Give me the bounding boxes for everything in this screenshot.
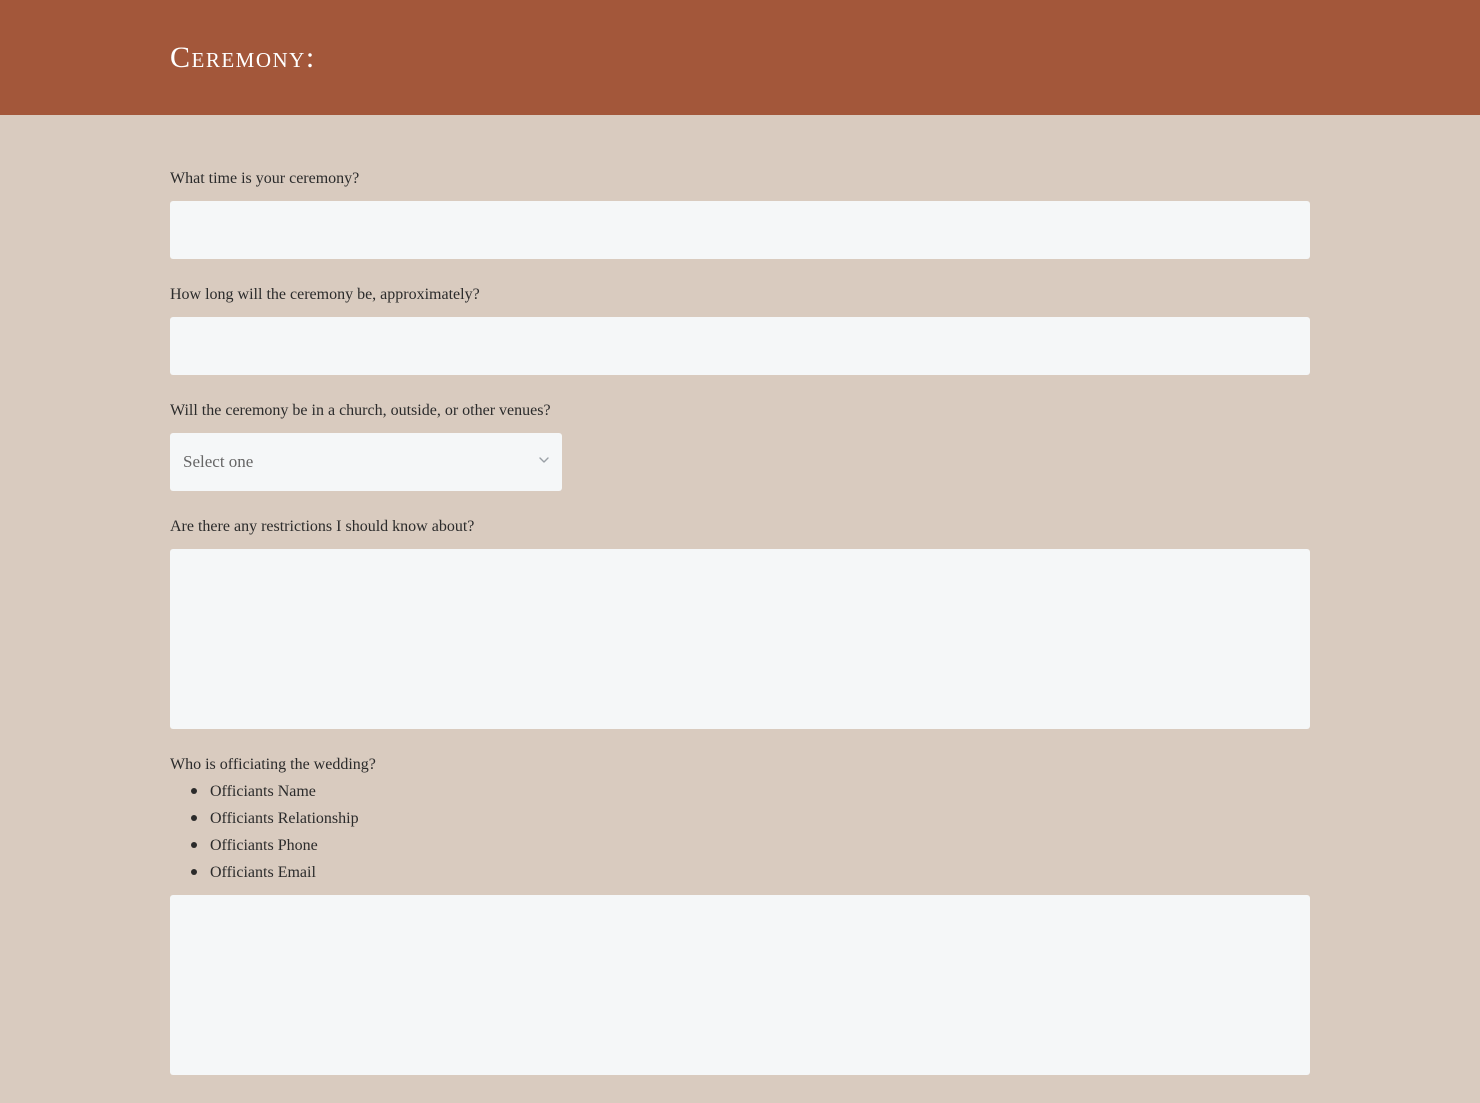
ceremony-venue-select[interactable] (170, 433, 562, 491)
ceremony-duration-input[interactable] (170, 317, 1310, 375)
page-header (0, 0, 1480, 115)
restrictions-label: Are there any restrictions I should know about? (170, 518, 475, 535)
officiant-relationship-item: Officiants Relationship (210, 810, 359, 827)
page-title: Ceremony: (170, 41, 316, 74)
officiant-textarea[interactable] (170, 895, 1310, 1075)
list-item (210, 832, 359, 859)
list-item (210, 805, 359, 832)
ceremony-venue-selected-value: Select one (183, 452, 254, 471)
officiant-details-list (170, 778, 359, 886)
officiant-name-item: Officiants Name (210, 783, 316, 800)
ceremony-venue-label: Will the ceremony be in a church, outside, or other venues? (170, 402, 551, 419)
list-item (210, 778, 359, 805)
list-item (210, 859, 359, 886)
officiant-phone-item: Officiants Phone (210, 837, 318, 854)
officiant-email-item: Officiants Email (210, 864, 316, 881)
bullet-icon (191, 815, 197, 821)
bullet-icon (191, 842, 197, 848)
chevron-down-icon (538, 454, 550, 466)
ceremony-duration-label: How long will the ceremony be, approximately? (170, 286, 480, 303)
bullet-icon (191, 869, 197, 875)
officiant-label: Who is officiating the wedding? (170, 756, 376, 773)
ceremony-time-input[interactable] (170, 201, 1310, 259)
restrictions-textarea[interactable] (170, 549, 1310, 729)
ceremony-time-label: What time is your ceremony? (170, 170, 360, 187)
bullet-icon (191, 788, 197, 794)
